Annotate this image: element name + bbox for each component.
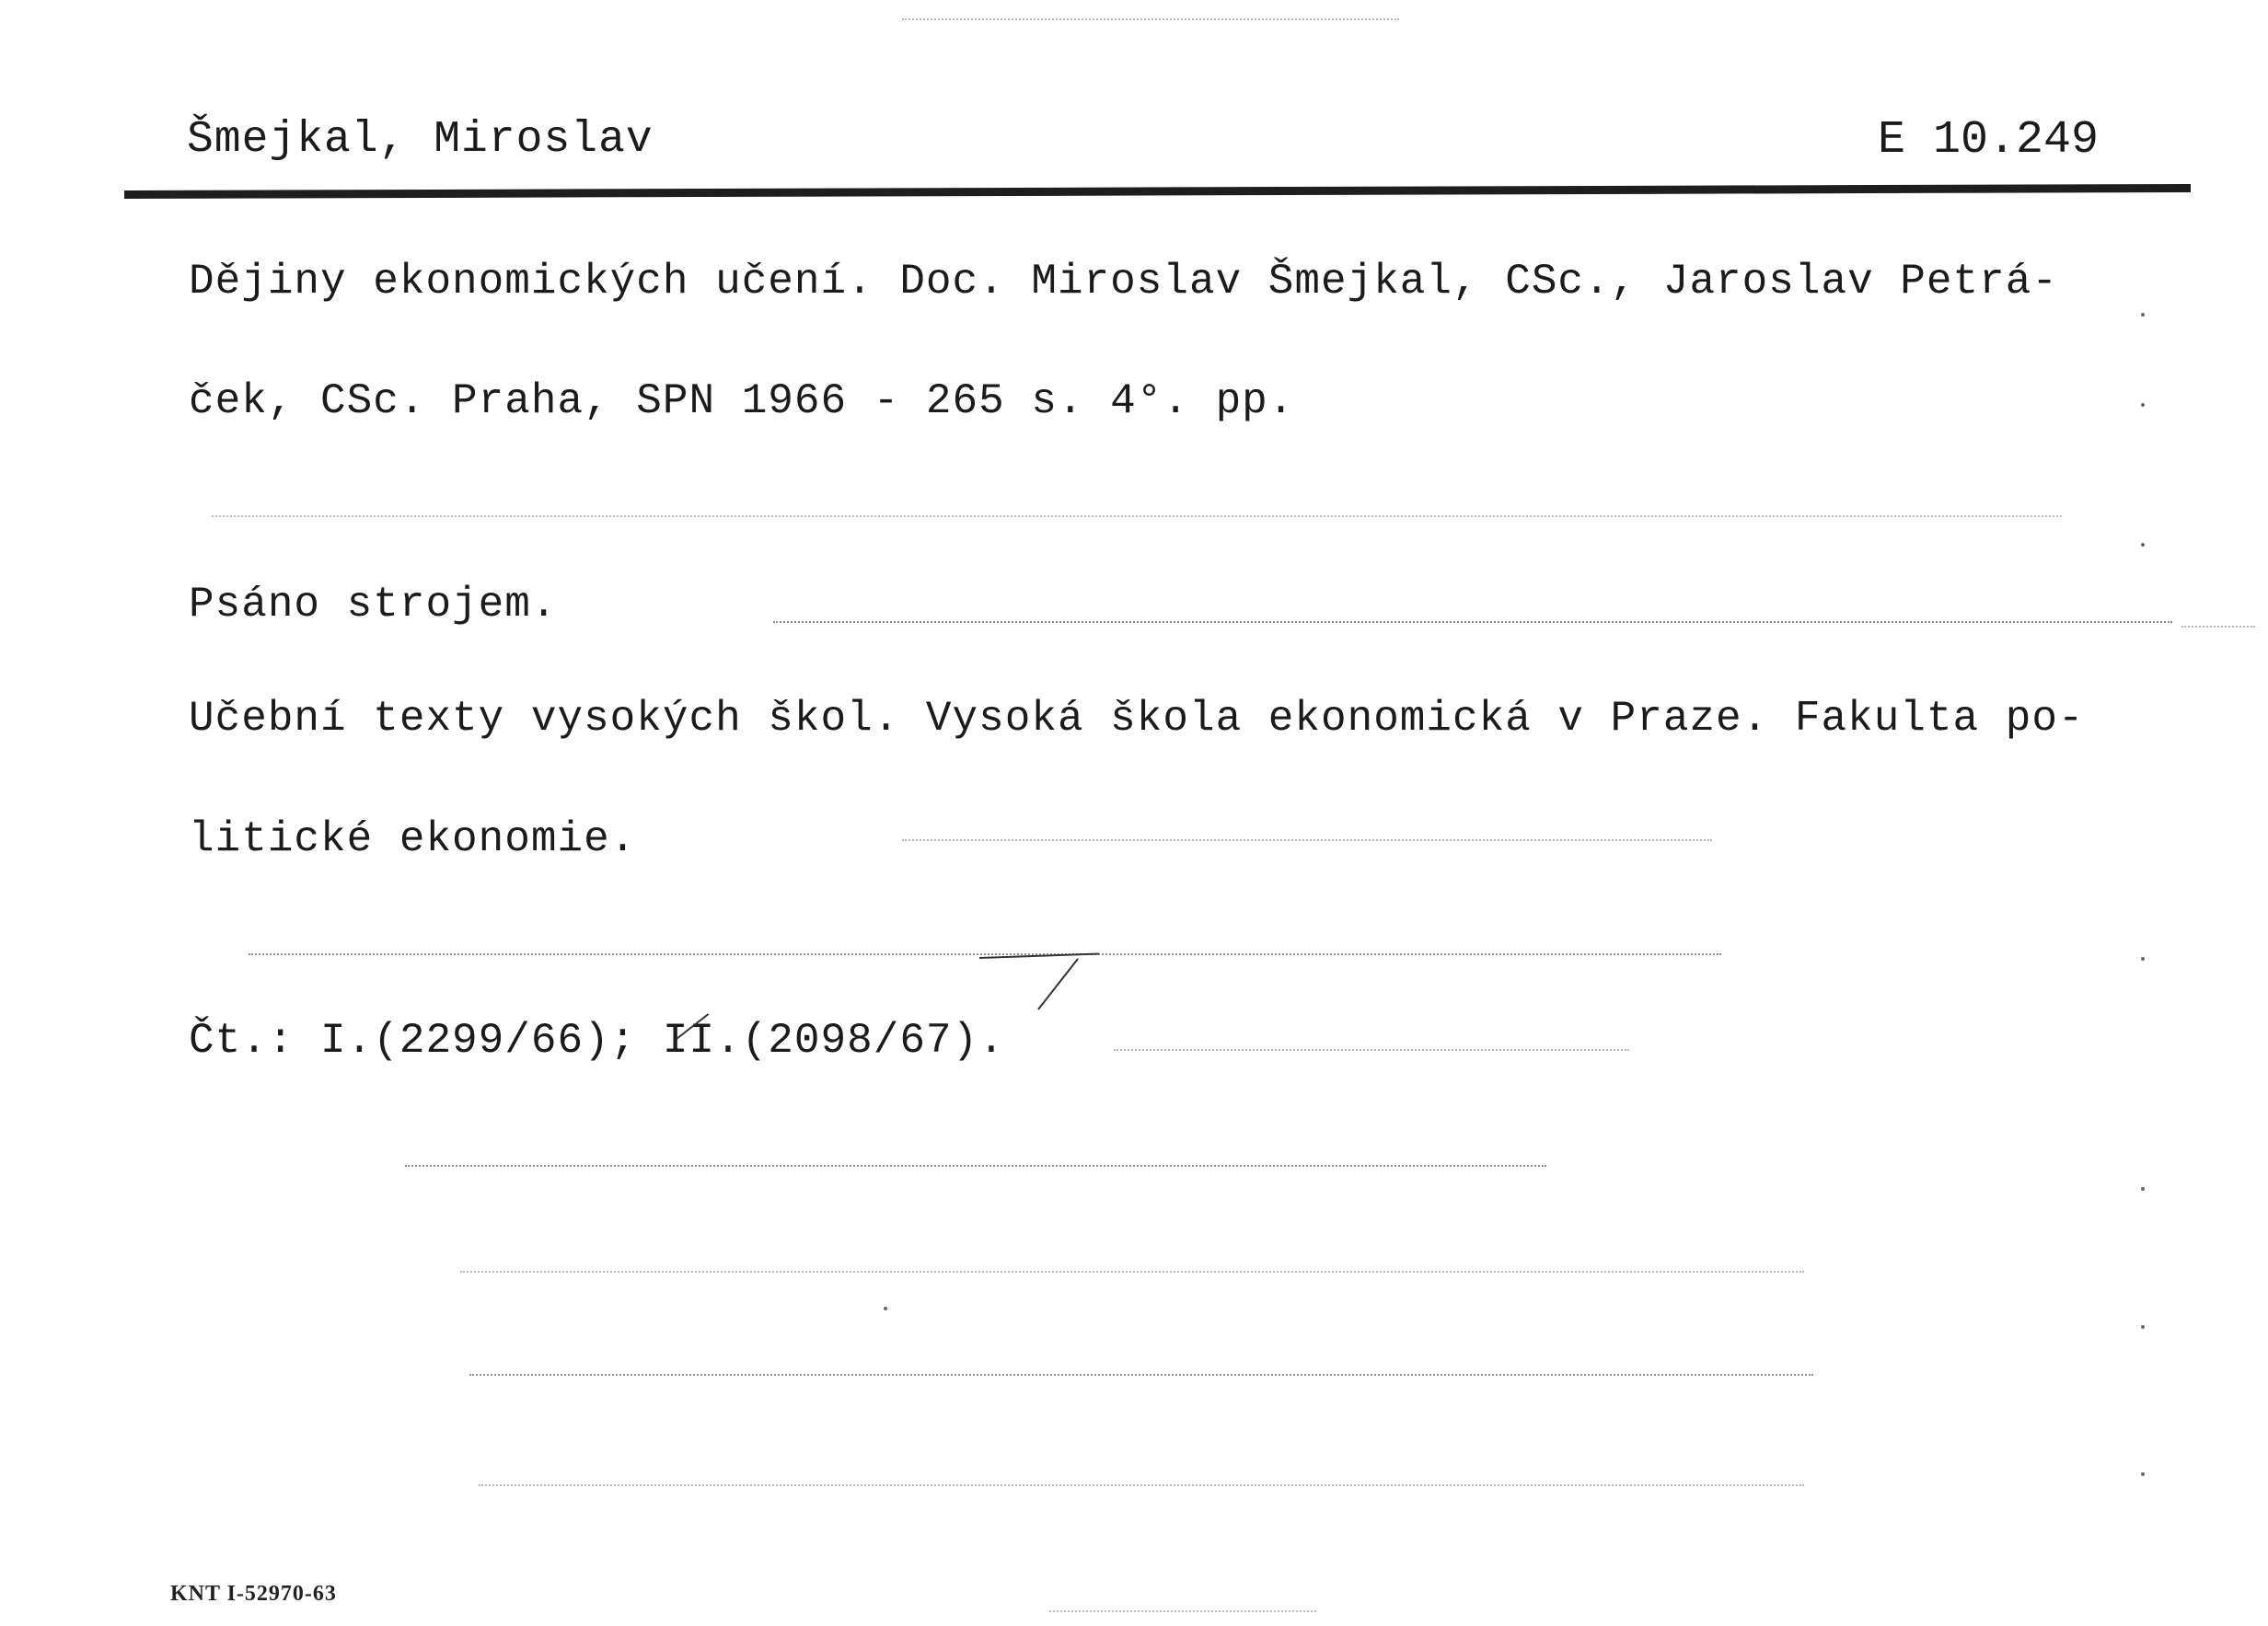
ruled-line xyxy=(902,839,1712,841)
scan-mark xyxy=(2181,626,2255,628)
ruled-line xyxy=(212,515,2062,517)
ruled-line xyxy=(1114,1049,1629,1051)
note-line: Učební texty vysokých škol. Vysoká škola ekonomická v Praze. Fakulta po- xyxy=(189,695,2085,743)
margin-dot xyxy=(2141,543,2145,547)
heading-rule xyxy=(124,184,2191,199)
margin-dot xyxy=(2141,313,2145,317)
margin-dot xyxy=(2141,1325,2145,1329)
ruled-line xyxy=(405,1165,1546,1167)
note-line: Psáno strojem. xyxy=(189,581,558,628)
note-line: litické ekonomie. xyxy=(189,815,637,863)
margin-dot xyxy=(884,1307,887,1310)
holdings-line: Čt.: I.(2299/66); II.(2098/67). xyxy=(189,1017,1005,1065)
ruled-line xyxy=(460,1271,1804,1273)
ruled-line xyxy=(773,621,2172,623)
call-number: E 10.249 xyxy=(1878,114,2100,167)
ruled-line xyxy=(249,953,1721,955)
margin-dot xyxy=(2141,1472,2145,1476)
title-line: Dějiny ekonomických učení. Doc. Miroslav Šmejkal, CSc., Jaroslav Petrá- xyxy=(189,258,2058,306)
margin-dot xyxy=(2141,1187,2145,1191)
scan-mark xyxy=(1049,1610,1316,1612)
margin-dot xyxy=(2141,403,2145,407)
scan-mark xyxy=(902,18,1399,20)
printer-mark: KNT I-52970-63 xyxy=(170,1582,337,1606)
pencil-stroke xyxy=(1037,958,1079,1009)
margin-dot xyxy=(2141,957,2145,961)
title-line: ček, CSc. Praha, SPN 1966 - 265 s. 4°. pp. xyxy=(189,377,1295,425)
ruled-line xyxy=(479,1484,1804,1486)
author-heading: Šmejkal, Miroslav xyxy=(187,115,654,165)
ruled-line xyxy=(469,1374,1813,1376)
